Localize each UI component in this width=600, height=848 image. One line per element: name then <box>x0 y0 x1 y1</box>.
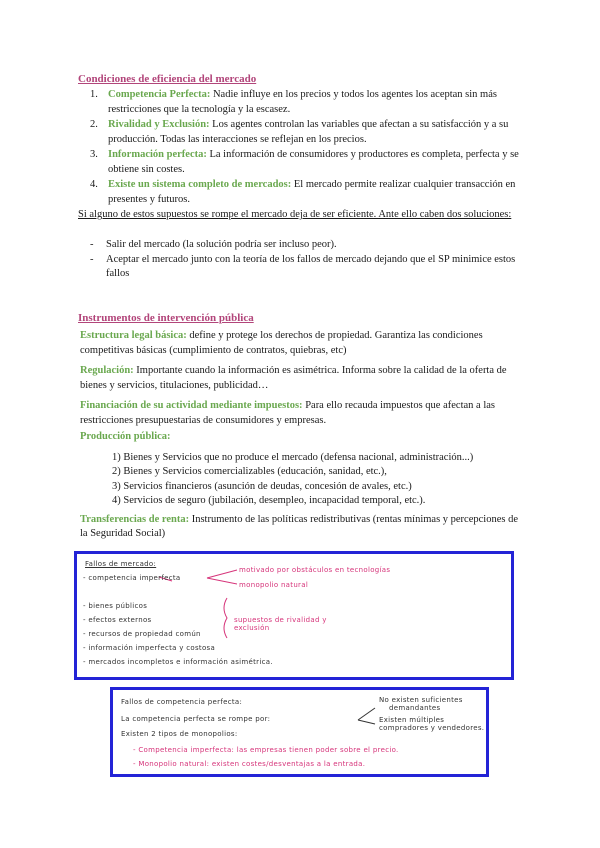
condition-term: Existe un sistema completo de mercados: <box>108 179 292 190</box>
notes-line: - bienes públicos <box>83 602 148 610</box>
condition-term: Información perfecta: <box>108 149 207 160</box>
instrument-text: Para ello recauda impuestos que afectan a las restricciones presupuestarias de consumidores y empresas. <box>80 400 495 426</box>
condition-item <box>80 148 525 177</box>
notes-line: - información imperfecta y costosa <box>83 644 216 652</box>
condition-item <box>80 88 525 117</box>
instrument-text: Importante cuando la información es asimétrica. Informa sobre la calidad de la oferta de bienes y servicios, titulaciones, publicidad… <box>80 365 507 391</box>
production-item: 4) Servicios de seguro (jubilación, desempleo, incapacidad temporal, etc.). <box>112 495 426 506</box>
notes-branch-bottom: monopolio natural <box>239 581 309 589</box>
notes-branch-top: motivado por obstáculos en tecnologías <box>239 566 391 574</box>
condition-text: Nadie influye en los precios y todos los agentes los aceptan sin más restricciones que la tecnología y la escasez. <box>108 89 497 115</box>
notes-side: compradores y vendedores. <box>379 724 485 732</box>
solution-text: Salir del mercado (la solución podría ser incluso peor). <box>106 239 337 250</box>
item-number: 4. <box>90 179 98 190</box>
instrument-paragraph <box>80 513 525 542</box>
production-heading: Producción pública: <box>80 431 171 442</box>
instrument-paragraph <box>80 329 525 358</box>
production-item: 1) Bienes y Servicios que no produce el mercado (defensa nacional, administración...) <box>112 451 474 463</box>
solution-item <box>78 253 523 282</box>
section-heading-efficiency: Condiciones de eficiencia del mercado <box>78 73 257 85</box>
instrument-term: Regulación: <box>80 365 134 376</box>
item-number: 3. <box>90 149 98 160</box>
notes-line: - competencia imperfecta <box>83 574 181 582</box>
condition-text: El mercado permite realizar cualquier transacción en presentes y futuros. <box>108 179 516 205</box>
solutions-block <box>78 238 523 282</box>
instrument-paragraph <box>80 364 525 393</box>
notes-side: No existen suficientes <box>379 696 463 704</box>
item-number: 2. <box>90 119 98 130</box>
notes-line: - recursos de propiedad común <box>83 630 201 638</box>
production-item: 2) Bienes y Servicios comercializables (educación, sanidad, etc.), <box>112 466 387 477</box>
handwritten-notes-box-2 <box>110 687 489 777</box>
section-heading-intervention: Instrumentos de intervención pública <box>78 312 254 324</box>
solutions-list <box>78 238 523 282</box>
instruments-block <box>80 329 525 548</box>
notes-side: Existen múltiples <box>379 716 445 724</box>
notes-side: demandantes <box>389 704 441 712</box>
dash-marker: - <box>90 239 94 250</box>
instrument-text: define y protege los derechos de propiedad. Garantiza las condiciones competitivas básicas (cumplimiento de contratos, quiebras, etc) <box>80 330 483 356</box>
conditions-list-block <box>80 88 525 208</box>
notes-line: - mercados incompletos e información asimétrica. <box>83 658 273 666</box>
instrument-term: Estructura legal básica: <box>80 330 187 341</box>
conditions-note: Si alguno de estos supuestos se rompe el mercado deja de ser eficiente. Ante ello caben dos soluciones: <box>78 209 512 220</box>
condition-term: Rivalidad y Exclusión: <box>108 119 210 130</box>
notes-line: Existen 2 tipos de monopolios: <box>121 730 238 738</box>
condition-item <box>80 118 525 147</box>
condition-text: La información de consumidores y productores es completa, perfecta y se obtiene sin costes. <box>108 149 519 175</box>
condition-term: Competencia Perfecta: <box>108 89 211 100</box>
notes-bullet: - Competencia imperfecta: las empresas tienen poder sobre el precio. <box>133 746 399 754</box>
notes-bracket-note: supuestos de rivalidad y exclusión <box>234 616 327 632</box>
notes-line: La competencia perfecta se rompe por: <box>121 715 271 723</box>
condition-text: Los agentes controlan las variables que afectan a su satisfacción y a su producción. Todas las interacciones se reflejan en los precios. <box>108 119 509 145</box>
notes-bullet: - Monopolio natural: existen costes/desventajas a la entrada. <box>133 760 366 768</box>
handwritten-notes-box-1 <box>74 551 514 680</box>
notes-title: Fallos de mercado: <box>85 560 157 568</box>
instrument-term: Transferencias de renta: <box>80 513 190 525</box>
notes-line: Fallos de competencia perfecta: <box>121 698 243 706</box>
condition-item <box>80 178 525 207</box>
instrument-term: Financiación de su actividad mediante impuestos: <box>80 400 303 411</box>
solution-item <box>78 238 523 253</box>
production-item: 3) Servicios financieros (asunción de deudas, concesión de avales, etc.) <box>112 480 412 492</box>
instrument-paragraph <box>80 399 525 428</box>
instrument-text: Instrumento de las políticas redistributivas (rentas mínimas y percepciones de la Seguridad Social) <box>80 513 518 539</box>
dash-marker: - <box>90 253 94 265</box>
solution-text: Aceptar el mercado junto con la teoría de los fallos de mercado dejando que el SP minimice estos fallos <box>106 253 516 279</box>
production-list <box>80 451 525 509</box>
conditions-list <box>80 88 525 207</box>
item-number: 1. <box>90 89 98 100</box>
notes-line: - efectos externos <box>83 616 152 624</box>
